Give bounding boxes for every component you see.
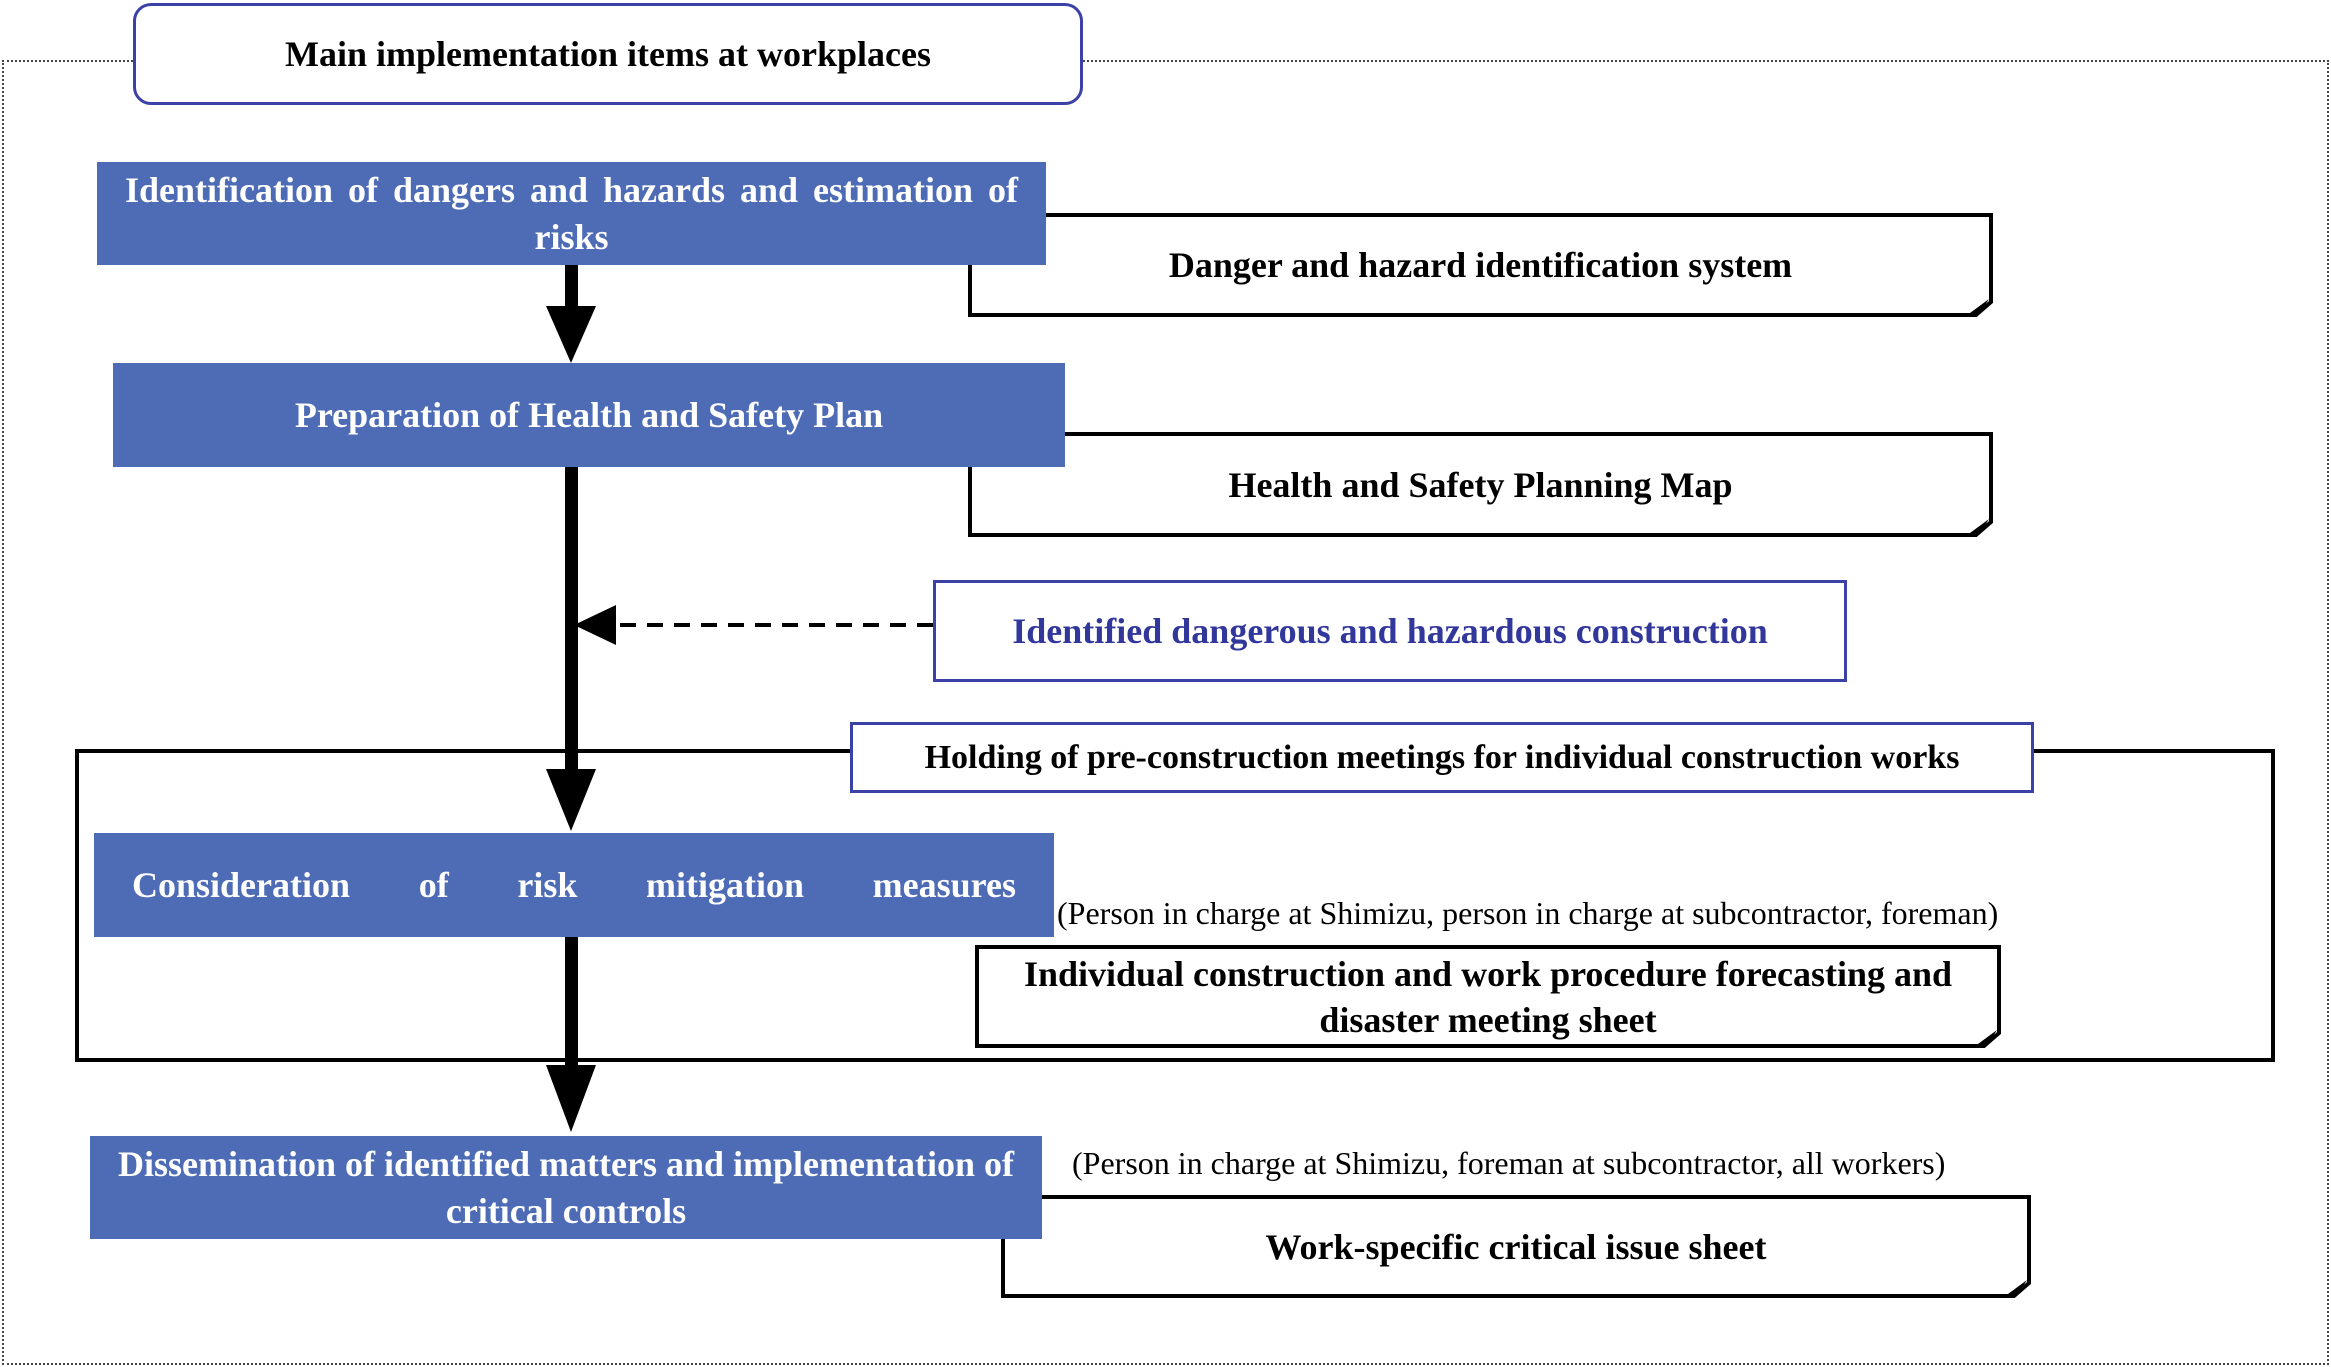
document-box-meeting-sheet: [975, 945, 2001, 1048]
document-box-critical-issue-sheet: [1001, 1195, 2031, 1298]
callout-identified-construction: [933, 580, 1847, 682]
step-consideration-of-measures: Consideration of risk mitigation measures: [94, 833, 1054, 937]
callout-pre-construction-meetings: [850, 722, 2034, 793]
step-preparation-of-plan: Preparation of Health and Safety Plan: [113, 363, 1065, 467]
callout-identified-label: Identified dangerous and hazardous construction: [1012, 611, 1768, 651]
participants-dissemination-note: (Person in charge at Shimizu, foreman at subcontractor, all workers): [1072, 1145, 1946, 1181]
diagram-title-box: [133, 3, 1083, 105]
dashed-feedback-arrow: [574, 605, 933, 645]
document-label: Individual construction and work procedure forecasting and disaster meeting sheet: [1023, 953, 1953, 1040]
step-identification-of-dangers: Identification of dangers and hazards and estimation of risks: [97, 162, 1046, 265]
step-dissemination-of-matters: Dissemination of identified matters and implementation of critical controls: [90, 1136, 1042, 1239]
document-box-danger-identification-system: [968, 213, 1993, 317]
document-label: Work-specific critical issue sheet: [1265, 1226, 1767, 1267]
participants-meeting-note: (Person in charge at Shimizu, person in charge at subcontractor, foreman): [1057, 895, 1999, 931]
document-label: Danger and hazard identification system: [1168, 245, 1793, 285]
document-label: Health and Safety Planning Map: [1228, 464, 1733, 505]
document-box-planning-map: [968, 432, 1993, 537]
diagram-title: Main implementation items at workplaces: [285, 34, 931, 74]
callout-meeting-label: Holding of pre-construction meetings for individual construction works: [924, 738, 1960, 776]
down-arrow-1: [546, 264, 596, 363]
